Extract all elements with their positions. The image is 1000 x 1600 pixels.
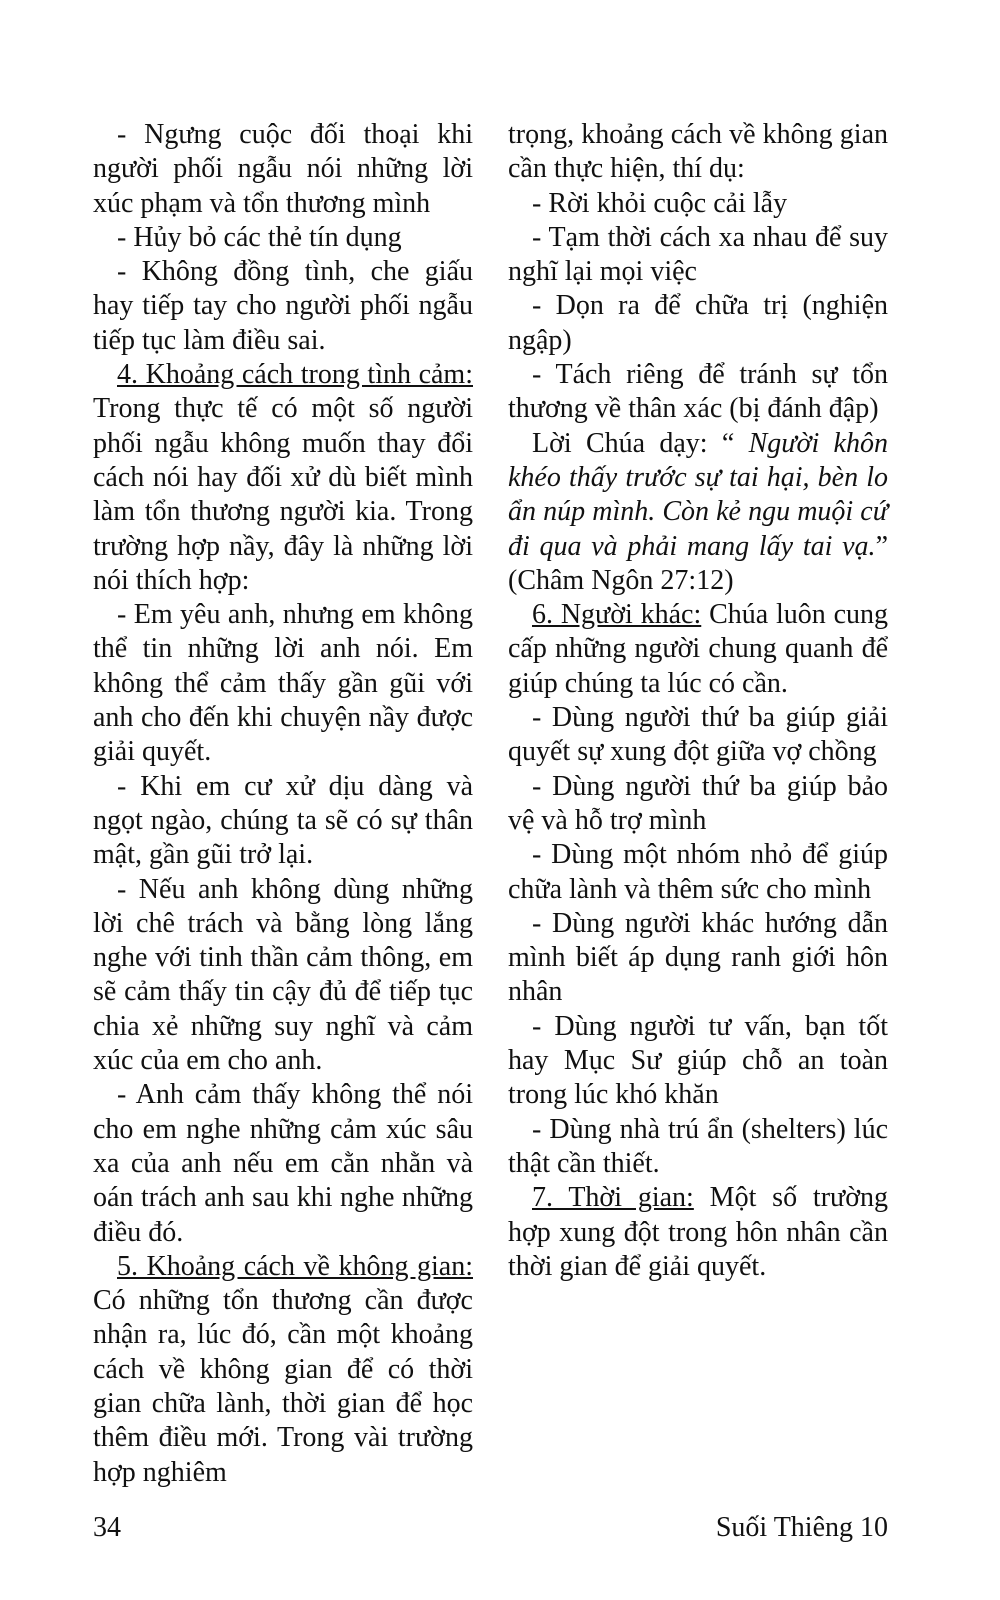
left-column <box>93 118 473 1490</box>
right-paragraph-10: - Dùng người khác hướng dẫn mình biết áp dụng ranh giới hôn nhân <box>508 907 888 1008</box>
section-6-text: Chúa luôn cung cấp những người chung quanh để giúp chúng ta lúc có cần. <box>508 599 888 699</box>
right-paragraph-8: - Dùng người thứ ba giúp bảo vệ và hỗ trợ mình <box>508 770 888 836</box>
section-5-heading: 5. Khoảng cách về không gian: <box>117 1250 473 1282</box>
left-paragraph-3: - Không đồng tình, che giấu hay tiếp tay cho người phối ngẫu tiếp tục làm điều sai. <box>93 256 473 356</box>
page-number: 34 <box>93 1512 121 1543</box>
footer-title: Suối Thiêng 10 <box>715 1512 888 1543</box>
section-7-text: Một số trường hợp xung đột trong hôn nhân cần thời gian để giải quyết. <box>508 1182 888 1282</box>
right-paragraph-7: - Dùng người thứ ba giúp giải quyết sự xung đột giữa vợ chồng <box>508 702 888 768</box>
section-6 <box>508 598 888 701</box>
section-4 <box>93 358 473 598</box>
left-paragraph-2: - Hủy bỏ các thẻ tín dụng <box>117 221 402 253</box>
scripture-quote <box>508 427 888 598</box>
section-4-text: Trong thực tế có một số người phối ngẫu không muốn thay đổi cách nói hay đối xử dù biết mình làm tổn thương người kia. Trong trường hợp nầy, đây là những lời nói thích hợp: <box>93 393 473 596</box>
right-paragraph-9: - Dùng một nhóm nhỏ để giúp chữa lành và thêm sức cho mình <box>508 839 888 905</box>
quote-text: Người khôn khéo thấy trước sự tai hại, bèn lo ẩn núp mình. Còn kẻ ngu muội cứ đi qua và phải mang lấy tai vạ. <box>508 427 888 562</box>
section-7 <box>508 1181 888 1284</box>
right-paragraph-1: trọng, khoảng cách về không gian cần thực hiện, thí dụ: <box>508 119 888 185</box>
section-4-heading: 4. Khoảng cách trong tình cảm: <box>117 359 473 391</box>
section-6-heading: 6. Người khác: <box>532 599 702 631</box>
right-paragraph-11: - Dùng người tư vấn, bạn tốt hay Mục Sư giúp chỗ an toàn trong lúc khó khăn <box>508 1010 888 1111</box>
left-paragraph-5: - Em yêu anh, nhưng em không thể tin những lời anh nói. Em không thể cảm thấy gần gũi với anh cho đến khi chuyện nầy được giải quyết. <box>93 599 473 768</box>
section-5 <box>93 1250 473 1490</box>
right-column <box>508 118 888 1284</box>
quote-intro: Lời Chúa dạy: “ <box>532 427 749 459</box>
left-paragraph-6: - Khi em cư xử dịu dàng và ngọt ngào, chúng ta sẽ có sự thân mật, gần gũi trở lại. <box>93 770 473 871</box>
left-paragraph-1: - Ngưng cuộc đối thoại khi người phối ngẫu nói những lời xúc phạm và tổn thương mình <box>93 119 473 219</box>
right-paragraph-5: - Tách riêng để tránh sự tổn thương về thân xác (bị đánh đập) <box>508 359 888 425</box>
section-7-heading: 7. Thời gian: <box>532 1182 694 1214</box>
right-paragraph-2: - Rời khỏi cuộc cải lẫy <box>532 187 788 219</box>
right-paragraph-3: - Tạm thời cách xa nhau để suy nghĩ lại mọi việc <box>508 221 888 288</box>
right-paragraph-4: - Dọn ra để chữa trị (nghiện ngập) <box>508 290 888 356</box>
section-5-text: Có những tổn thương cần được nhận ra, lúc đó, cần một khoảng cách về không gian để có thời gian chữa lành, thời gian để học thêm điều mới. Trong vài trường hợp nghiêm <box>93 1285 473 1488</box>
right-paragraph-12: - Dùng nhà trú ẩn (shelters) lúc thật cần thiết. <box>508 1113 888 1179</box>
left-paragraph-8: - Anh cảm thấy không thể nói cho em nghe những cảm xúc sâu xa của anh nếu em cằn nhằn và oán trách anh sau khi nghe những điều đó. <box>93 1079 473 1248</box>
left-paragraph-7: - Nếu anh không dùng những lời chê trách và bằng lòng lắng nghe với tinh thần cảm thông, em sẽ cảm thấy tin cậy đủ để tiếp tục chia xẻ những suy nghĩ và cảm xúc của em cho anh. <box>93 873 473 1077</box>
quote-reference: ” (Châm Ngôn 27:12) <box>508 530 888 596</box>
